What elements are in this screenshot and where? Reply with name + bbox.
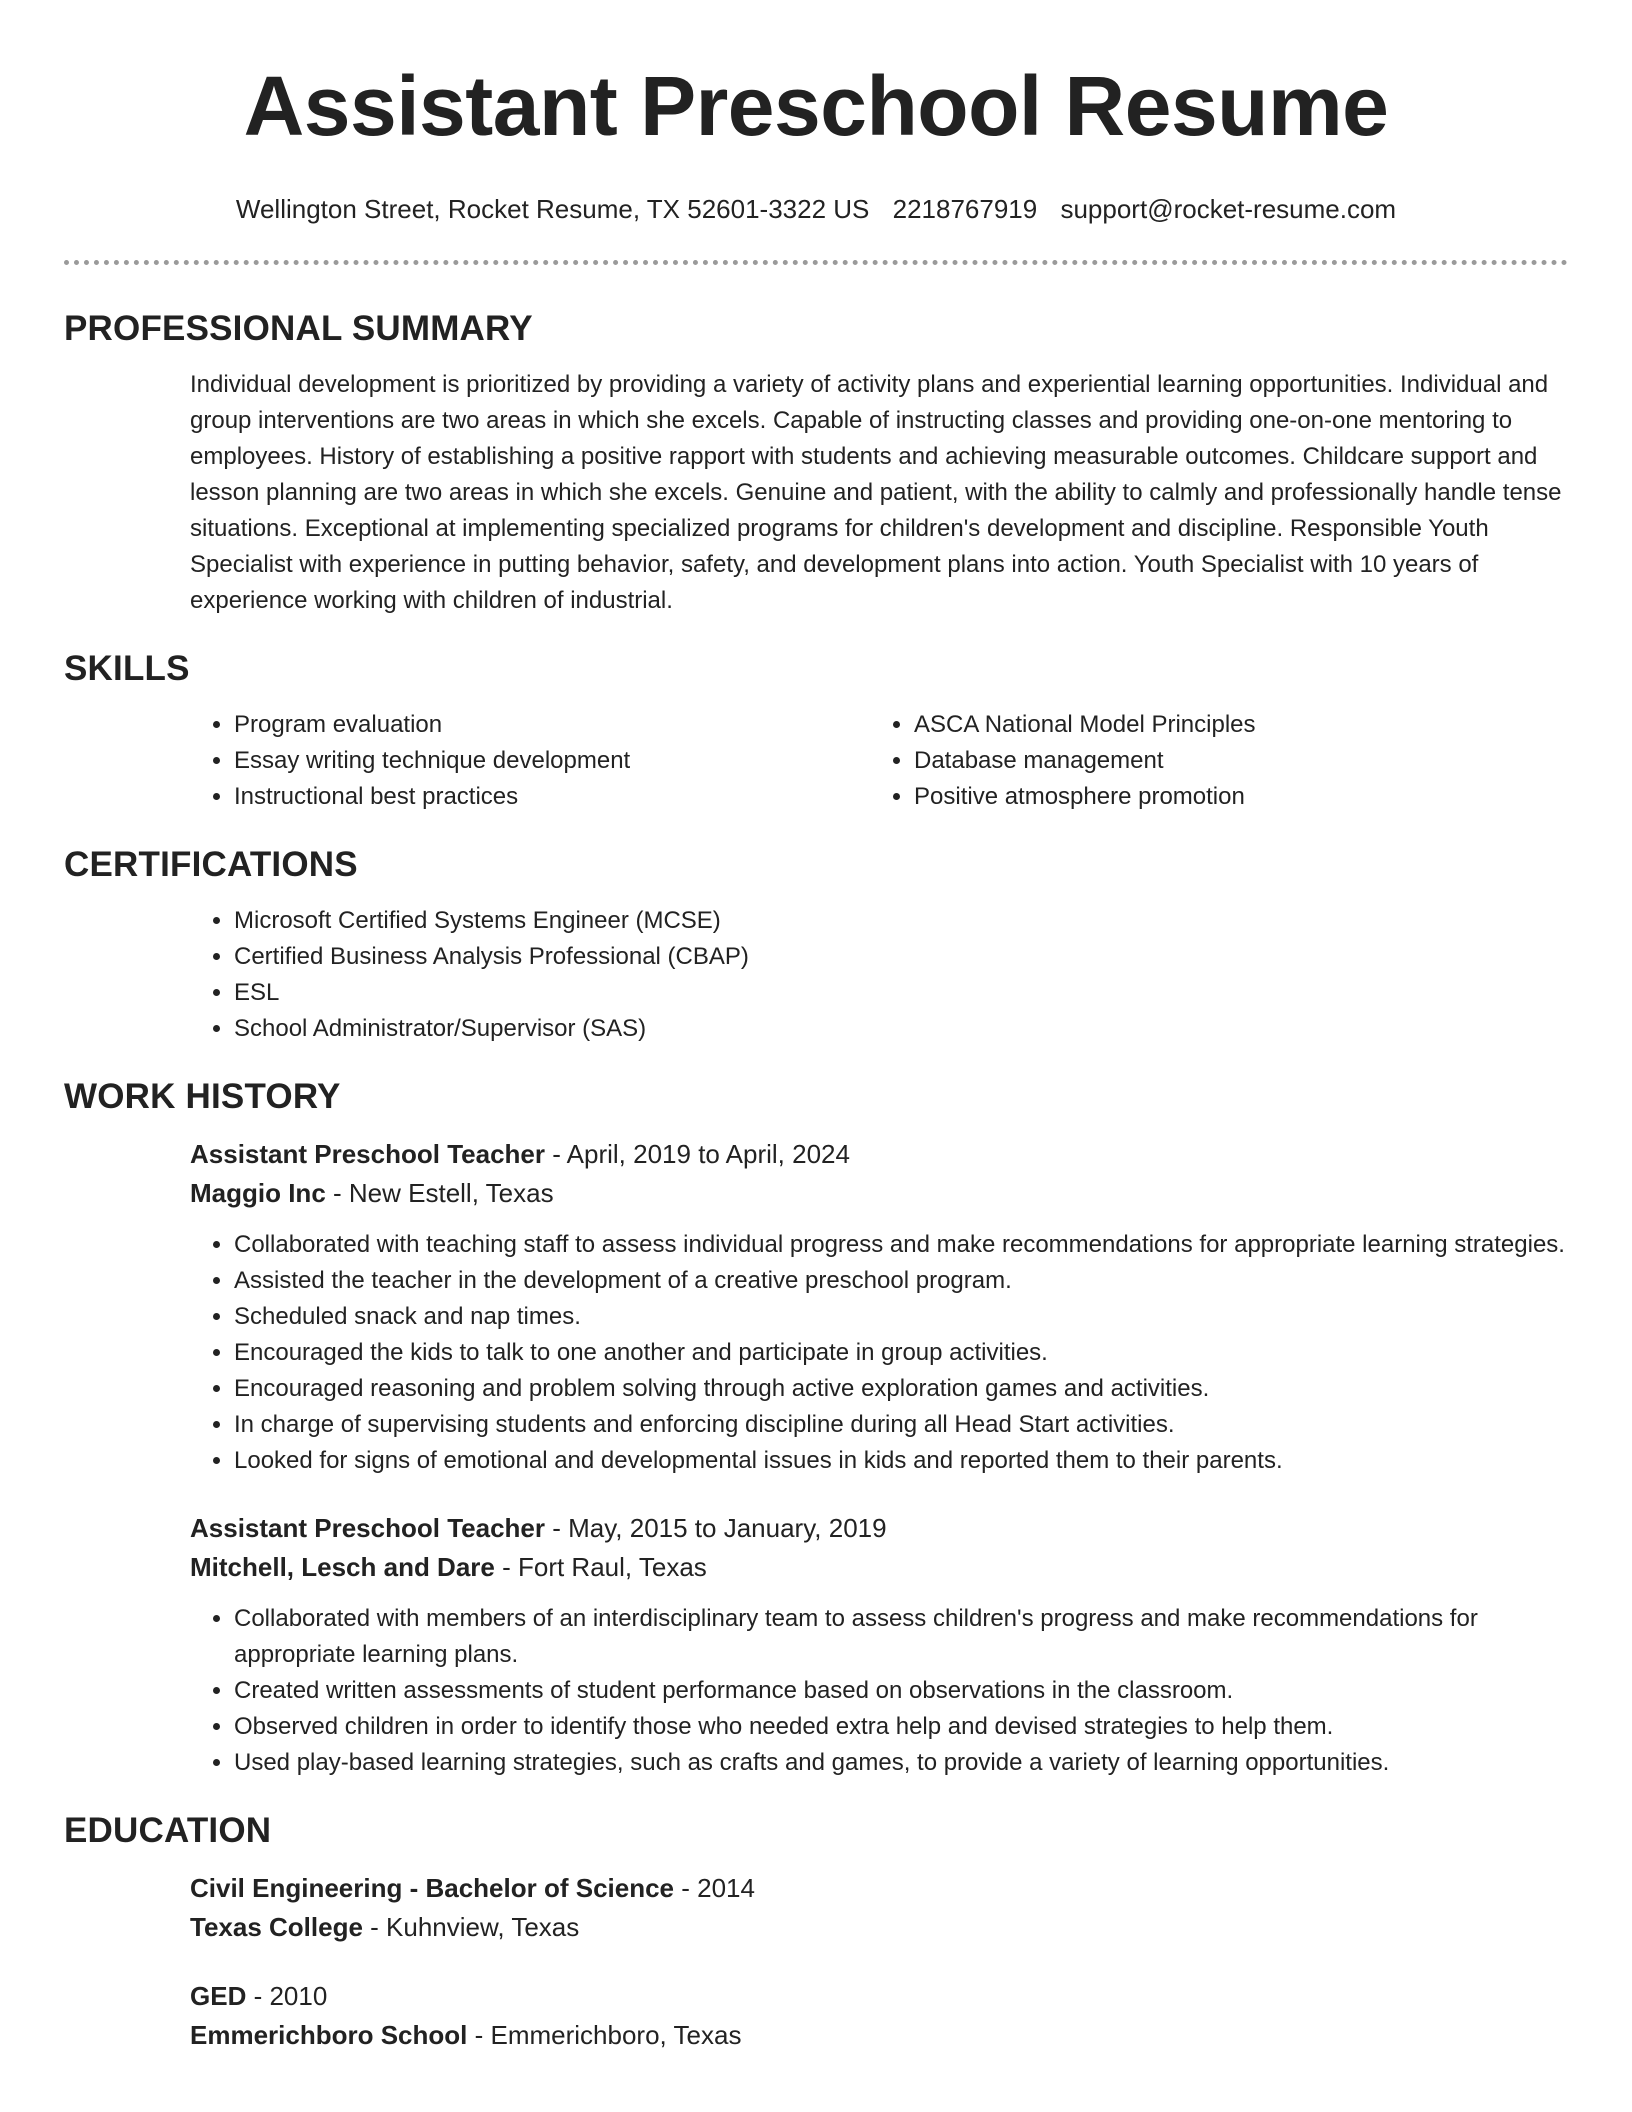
skills-heading: SKILLS xyxy=(64,649,190,688)
job-dates: - May, 2015 to January, 2019 xyxy=(545,1513,887,1543)
job-bullet: • Encouraged the kids to talk to one another and participate in group activities. xyxy=(234,1335,1568,1371)
job-bullet: • Assisted the teacher in the development of a creative preschool program. xyxy=(234,1263,1568,1299)
skills-column-left xyxy=(190,707,870,815)
job-company: Maggio Inc xyxy=(190,1178,326,1208)
job-entry xyxy=(190,1135,1568,1479)
job-bullet: • Created written assessments of student performance based on observations in the classroom. xyxy=(234,1673,1568,1709)
contact-email: support@rocket-resume.com xyxy=(1060,194,1397,224)
summary-section xyxy=(64,309,1568,619)
certification-item: • Microsoft Certified Systems Engineer (MCSE) xyxy=(234,903,1568,939)
certification-item: • Certified Business Analysis Professional (CBAP) xyxy=(234,939,1568,975)
work-history-heading: WORK HISTORY xyxy=(64,1077,341,1116)
job-location: - New Estell, Texas xyxy=(325,1178,554,1208)
resume-title: Assistant Preschool Resume xyxy=(243,59,1389,153)
skill-item: • Database management xyxy=(914,743,1550,779)
contact-address: Wellington Street, Rocket Resume, TX 52601-3322 US xyxy=(235,194,870,224)
school: Emmerichboro School xyxy=(190,2020,468,2050)
summary-text: Individual development is prioritized by providing a variety of activity plans and experiential learning opportunities. Individual and group interventions are two areas in which she excels. Capable of instructing classes and providing one-on-one mentoring to employees. History of establishing a positive rapport with students and achieving measurable outcomes. Childcare support and lesson planning are two areas in which she excels. Genuine and patient, with the ability to calmly and professionally handle tense situations. Exceptional at implementing specialized programs for children's development and discipline. Responsible Youth Specialist with experience in putting behavior, safety, and development plans into action. Youth Specialist with 10 years of experience working with children of industrial. xyxy=(190,371,1562,614)
school-location: - Emmerichboro, Texas xyxy=(467,2020,742,2050)
degree-year: - 2014 xyxy=(674,1873,755,1903)
degree-line xyxy=(190,1869,1568,1908)
skills-section xyxy=(64,649,1568,815)
job-bullet: • Observed children in order to identify those who needed extra help and devised strategies to help them. xyxy=(234,1709,1568,1745)
education-section xyxy=(64,1811,1568,2055)
job-title-line xyxy=(190,1135,1568,1174)
school-location: - Kuhnview, Texas xyxy=(362,1912,580,1942)
job-bullet: • Collaborated with teaching staff to assess individual progress and make recommendations for appropriate learning strategies. xyxy=(234,1227,1568,1263)
contact-line xyxy=(0,194,1632,224)
education-entry xyxy=(190,1869,1568,1947)
certifications-section xyxy=(64,845,1568,1047)
certification-item: • ESL xyxy=(234,975,1568,1011)
skill-item: • Positive atmosphere promotion xyxy=(914,779,1550,815)
degree: Civil Engineering - Bachelor of Science xyxy=(190,1873,675,1903)
skill-item: • Instructional best practices xyxy=(234,779,870,815)
certification-item: • School Administrator/Supervisor (SAS) xyxy=(234,1011,1568,1047)
school-line xyxy=(190,1908,1568,1947)
job-dates: - April, 2019 to April, 2024 xyxy=(545,1139,850,1169)
certifications-heading: CERTIFICATIONS xyxy=(64,845,358,884)
job-role: Assistant Preschool Teacher xyxy=(190,1139,545,1169)
job-bullet: • Looked for signs of emotional and developmental issues in kids and reported them to their parents. xyxy=(234,1443,1568,1479)
degree-line xyxy=(190,1977,1568,2016)
job-bullet: • In charge of supervising students and enforcing discipline during all Head Start activities. xyxy=(234,1407,1568,1443)
job-bullet: • Used play-based learning strategies, such as crafts and games, to provide a variety of learning opportunities. xyxy=(234,1745,1568,1781)
skill-item: • Program evaluation xyxy=(234,707,870,743)
education-entry xyxy=(190,1977,1568,2055)
summary-heading: PROFESSIONAL SUMMARY xyxy=(64,309,533,348)
job-bullet: • Encouraged reasoning and problem solving through active exploration games and activities. xyxy=(234,1371,1568,1407)
job-company-line xyxy=(190,1548,1568,1587)
education-heading: EDUCATION xyxy=(64,1811,272,1850)
work-history-section xyxy=(64,1077,1568,1781)
school-line xyxy=(190,2016,1568,2055)
skills-column-right xyxy=(870,707,1550,815)
school: Texas College xyxy=(190,1912,363,1942)
job-bullet: • Scheduled snack and nap times. xyxy=(234,1299,1568,1335)
job-role: Assistant Preschool Teacher xyxy=(190,1513,545,1543)
job-title-line xyxy=(190,1509,1568,1548)
skill-item: • Essay writing technique development xyxy=(234,743,870,779)
skill-item: • ASCA National Model Principles xyxy=(914,707,1550,743)
contact-phone: 2218767919 xyxy=(892,194,1038,224)
job-company: Mitchell, Lesch and Dare xyxy=(190,1552,495,1582)
header-divider xyxy=(64,260,1568,265)
job-entry xyxy=(190,1509,1568,1781)
job-location: - Fort Raul, Texas xyxy=(494,1552,707,1582)
degree: GED xyxy=(190,1981,247,2011)
job-company-line xyxy=(190,1174,1568,1213)
job-bullet: • Collaborated with members of an interdisciplinary team to assess children's progress and make recommendations for appropriate learning plans. xyxy=(234,1601,1568,1673)
degree-year: - 2010 xyxy=(246,1981,328,2011)
